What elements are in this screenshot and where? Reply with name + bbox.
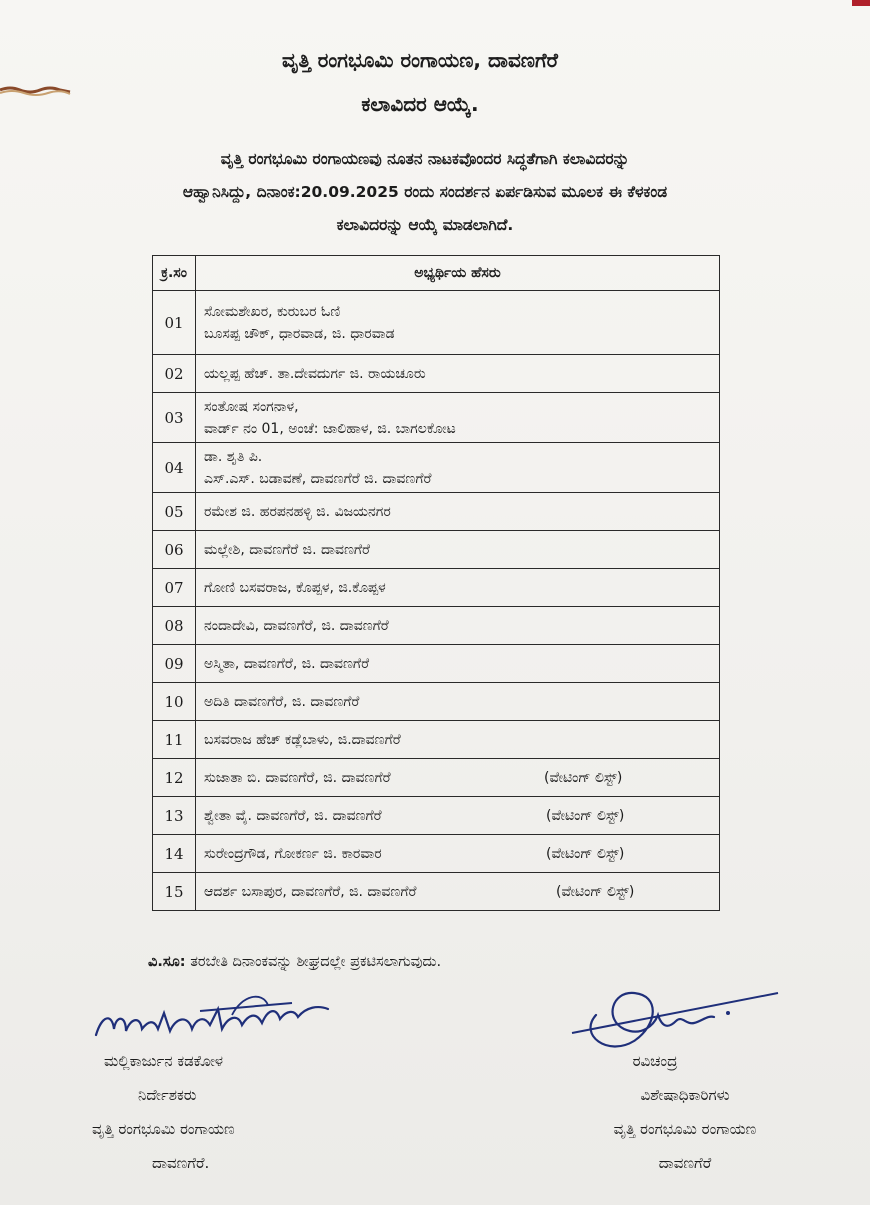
candidate-name-line: ಅದಿತಿ ದಾವಣಗೆರೆ, ಜಿ. ದಾವಣಗೆರೆ	[204, 693, 360, 710]
waiting-list-tag: (ವೇಟಿಂಗ್ ಲಿಸ್ಟ್)	[544, 770, 623, 786]
note-text: ತರಬೇತಿ ದಿನಾಂಕವನ್ನು ಶೀಘ್ರದಲ್ಲೇ ಪ್ರಕಟಿಸಲಾಗುವುದು.	[190, 954, 442, 970]
intro-line: ಕಲಾವಿದರನ್ನು ಆಯ್ಕೆ ಮಾಡಲಾಗಿದೆ.	[336, 216, 514, 234]
waiting-list-tag: (ವೇಟಿಂಗ್ ಲಿಸ್ಟ್)	[546, 808, 625, 824]
candidate-name-line: ಅಸ್ಮಿತಾ, ದಾವಣಗೆರೆ, ಜಿ. ದಾವಣಗೆರೆ	[204, 655, 370, 672]
serial-number: 05	[153, 493, 196, 531]
candidate-name-line: ಯಲ್ಲಪ್ಪ ಹೆಚ್. ತಾ.ದೇವದುರ್ಗ ಜಿ. ರಾಯಚೂರು	[204, 365, 426, 382]
candidate-cell	[196, 393, 720, 443]
serial-number: 02	[153, 355, 196, 393]
serial-number: 09	[153, 645, 196, 683]
serial-number: 10	[153, 683, 196, 721]
table-row	[153, 759, 720, 797]
candidate-cell	[196, 645, 720, 683]
candidate-cell	[196, 835, 720, 873]
candidate-name-line: ಮಲ್ಲೇಶಿ, ದಾವಣಗೆರೆ ಜಿ. ದಾವಣಗೆರೆ	[204, 541, 370, 558]
candidate-name-line: ಡಾ. ಶೃತಿ ಪಿ.	[204, 448, 263, 465]
candidate-cell	[196, 683, 720, 721]
table-row	[153, 797, 720, 835]
candidate-cell	[196, 721, 720, 759]
candidate-name-line: ಸಂತೋಷ ಸಂಗನಾಳ,	[204, 398, 299, 415]
serial-number: 04	[153, 443, 196, 493]
right-signatory-block	[560, 1044, 810, 1180]
candidate-name-line: ಸೋಮಶೇಖರ, ಕುರುಬರ ಓಣಿ	[204, 303, 341, 320]
table-row	[153, 569, 720, 607]
note-line	[148, 954, 441, 970]
note-label: ವಿ.ಸೂ:	[148, 954, 186, 970]
selection-table	[152, 255, 720, 911]
candidate-cell	[196, 355, 720, 393]
table-row	[153, 607, 720, 645]
serial-number: 01	[153, 291, 196, 355]
intro-paragraph	[95, 143, 755, 242]
serial-number: 07	[153, 569, 196, 607]
waiting-list-tag: (ವೇಟಿಂಗ್ ಲಿಸ್ಟ್)	[556, 884, 635, 900]
serial-number: 06	[153, 531, 196, 569]
right-signatory-name: ರವಿಚಂದ್ರ	[632, 1052, 678, 1070]
candidate-address-line: ಎಸ್.ಎಸ್. ಬಡಾವಣೆ, ದಾವಣಗೆರೆ ಜಿ. ದಾವಣಗೆರೆ	[204, 470, 432, 487]
candidate-address-line: ಬೂಸಪ್ಪ ಚೌಕ್, ಧಾರವಾಡ, ಜಿ. ಧಾರವಾಡ	[204, 325, 395, 342]
table-row	[153, 443, 720, 493]
serial-column-header: ಕ್ರ.ಸಂ	[153, 256, 196, 291]
table-row	[153, 683, 720, 721]
serial-number: 15	[153, 873, 196, 911]
left-signatory-name: ಮಲ್ಲಿಕಾರ್ಜುನ ಕಡಕೋಳ	[104, 1052, 224, 1070]
left-signatory-designation: ನಿರ್ದೇಶಕರು	[138, 1086, 197, 1104]
candidate-name-line: ಶ್ವೇತಾ ವೈ. ದಾವಣಗೆರೆ, ಜಿ. ದಾವಣಗೆರೆ	[204, 807, 382, 824]
left-signatory-office: ವೃತ್ತಿ ರಂಗಭೂಮಿ ರಂಗಾಯಣ	[92, 1120, 235, 1138]
page-title: ವೃತ್ತಿ ರಂಗಭೂಮಿ ರಂಗಾಯಣ, ದಾವಣಗೆರೆ	[282, 48, 558, 72]
right-signatory-designation: ವಿಶೇಷಾಧಿಕಾರಿಗಳು	[640, 1086, 730, 1104]
right-signatory-office: ವೃತ್ತಿ ರಂಗಭೂಮಿ ರಂಗಾಯಣ	[613, 1120, 757, 1138]
candidate-cell	[196, 443, 720, 493]
candidate-cell	[196, 569, 720, 607]
table-row	[153, 393, 720, 443]
waiting-list-tag: (ವೇಟಿಂಗ್ ಲಿಸ್ಟ್)	[546, 846, 625, 862]
serial-number: 13	[153, 797, 196, 835]
serial-number: 14	[153, 835, 196, 873]
candidate-cell	[196, 759, 720, 797]
table-row	[153, 873, 720, 911]
table-row	[153, 531, 720, 569]
candidate-name-line: ನಂದಾದೇವಿ, ದಾವಣಗೆರೆ, ಜಿ. ದಾವಣಗೆರೆ	[204, 617, 389, 634]
candidate-cell	[196, 607, 720, 645]
name-column-header: ಅಭ್ಯರ್ಥಿಯ ಹೆಸರು	[196, 256, 720, 291]
page-subtitle: ಕಲಾವಿದರ ಆಯ್ಕೆ.	[361, 92, 479, 116]
serial-number: 03	[153, 393, 196, 443]
corner-mark	[852, 0, 870, 6]
left-signatory-block	[92, 1044, 332, 1180]
table-header-row	[153, 256, 720, 291]
table-row	[153, 355, 720, 393]
right-signatory-place: ದಾವಣಗೆರೆ	[658, 1154, 712, 1172]
candidate-address-line: ವಾರ್ಡ್ ನಂ 01, ಅಂಚೆ: ಜಾಲಿಹಾಳ, ಜಿ. ಬಾಗಲಕೋಟ	[204, 420, 456, 437]
table-row	[153, 291, 720, 355]
candidate-cell	[196, 291, 720, 355]
left-signature	[92, 985, 337, 1045]
candidate-name-line: ಬಸವರಾಜ ಹೆಚ್ ಕಡ್ಲೆಬಾಳು, ಜಿ.ದಾವಣಗೆರೆ	[204, 731, 401, 748]
table-row	[153, 645, 720, 683]
candidate-cell	[196, 873, 720, 911]
candidate-cell	[196, 531, 720, 569]
candidate-name-line: ರಮೇಶ ಜಿ. ಹರಪನಹಳ್ಳಿ ಜಿ. ವಿಜಯನಗರ	[204, 503, 391, 520]
table-row	[153, 721, 720, 759]
candidate-name-line: ಗೋಣಿ ಬಸವರಾಜ, ಕೊಪ್ಪಳ, ಜಿ.ಕೊಪ್ಪಳ	[204, 579, 386, 596]
left-signatory-place: ದಾವಣಗೆರೆ.	[152, 1154, 210, 1172]
serial-number: 12	[153, 759, 196, 797]
intro-line: ವೃತ್ತಿ ರಂಗಭೂಮಿ ರಂಗಾಯಣವು ನೂತನ ನಾಟಕವೊಂದರ ಸಿದ್ಧತೆಗಾಗಿ ಕಲಾವಿದರನ್ನು	[220, 150, 630, 168]
candidate-name-line: ಸುಜಾತಾ ಬಿ. ದಾವಣಗೆರೆ, ಜಿ. ದಾವಣಗೆರೆ	[204, 769, 391, 786]
table-row	[153, 835, 720, 873]
candidate-name-line: ಆದರ್ಶ ಬಸಾಪುರ, ದಾವಣಗೆರೆ, ಜಿ. ದಾವಣಗೆರೆ	[204, 883, 417, 900]
serial-number: 08	[153, 607, 196, 645]
candidate-cell	[196, 493, 720, 531]
candidate-name-line: ಸುರೇಂದ್ರಗೌಡ, ಗೋಕರ್ಣ ಜಿ. ಕಾರವಾರ	[204, 845, 382, 862]
intro-line: ಆಹ್ವಾನಿಸಿದ್ದು, ದಿನಾಂಕ:20.09.2025 ರಂದು ಸಂದರ್ಶನ ಏರ್ಪಡಿಸುವ ಮೂಲಕ ಈ ಕೆಳಕಂಡ	[182, 183, 668, 201]
serial-number: 11	[153, 721, 196, 759]
candidate-cell	[196, 797, 720, 835]
table-row	[153, 493, 720, 531]
